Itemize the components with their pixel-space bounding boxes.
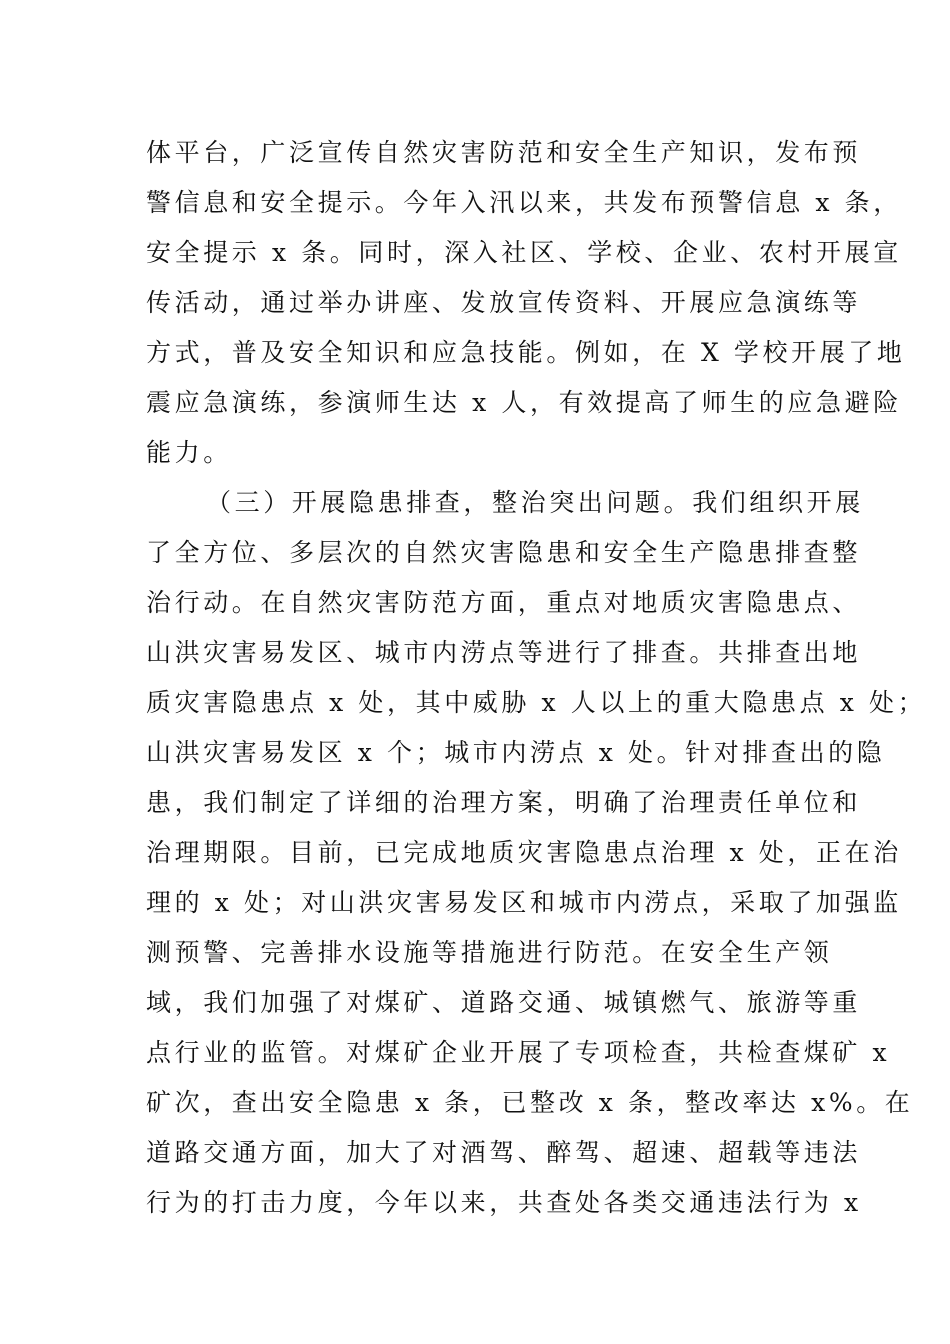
paragraph-line: 体平台，广泛宣传自然灾害防范和安全生产知识，发布预 — [146, 138, 862, 167]
paragraph-line: 道路交通方面，加大了对酒驾、醉驾、超速、超载等违法 — [146, 1138, 862, 1167]
paragraph-line: 矿次，查出安全隐患 x 条，已整改 x 条，整改率达 x%。在 — [146, 1088, 914, 1117]
paragraph-line: 山洪灾害易发区、城市内涝点等进行了排查。共排查出地 — [146, 638, 862, 667]
paragraph-2 — [146, 478, 927, 1228]
paragraph-line: 点行业的监管。对煤矿企业开展了专项检查，共检查煤矿 x — [146, 1038, 891, 1067]
paragraph-line: 震应急演练，参演师生达 x 人，有效提高了师生的应急避险 — [146, 388, 902, 417]
paragraph-line: 了全方位、多层次的自然灾害隐患和安全生产隐患排查整 — [146, 538, 862, 567]
paragraph-line: 行为的打击力度，今年以来，共查处各类交通违法行为 x — [146, 1188, 862, 1217]
paragraph-line: 理的 x 处；对山洪灾害易发区和城市内涝点，采取了加强监 — [146, 888, 902, 917]
paragraph-line: 测预警、完善排水设施等措施进行防范。在安全生产领 — [146, 938, 833, 967]
paragraph-line: 方式，普及安全知识和应急技能。例如，在 X 学校开展了地 — [146, 338, 906, 367]
paragraph-line: 质灾害隐患点 x 处，其中威胁 x 人以上的重大隐患点 x 处； — [146, 688, 927, 717]
paragraph-line: 能力。 — [146, 438, 232, 467]
paragraph-line: 治行动。在自然灾害防范方面，重点对地质灾害隐患点、 — [146, 588, 862, 617]
paragraph-line: （三）开展隐患排查，整治突出问题。我们组织开展 — [206, 488, 864, 517]
paragraph-line: 警信息和安全提示。今年入汛以来，共发布预警信息 x 条， — [146, 188, 902, 217]
paragraph-line: 山洪灾害易发区 x 个；城市内涝点 x 处。针对排查出的隐 — [146, 738, 886, 767]
document-body — [146, 128, 927, 1228]
paragraph-1 — [146, 128, 906, 478]
paragraph-line: 传活动，通过举办讲座、发放宣传资料、开展应急演练等 — [146, 288, 862, 317]
paragraph-line: 安全提示 x 条。同时，深入社区、学校、企业、农村开展宣 — [146, 238, 902, 267]
paragraph-line: 患，我们制定了详细的治理方案，明确了治理责任单位和 — [146, 788, 862, 817]
paragraph-line: 域，我们加强了对煤矿、道路交通、城镇燃气、旅游等重 — [146, 988, 862, 1017]
paragraph-line: 治理期限。目前，已完成地质灾害隐患点治理 x 处，正在治 — [146, 838, 902, 867]
